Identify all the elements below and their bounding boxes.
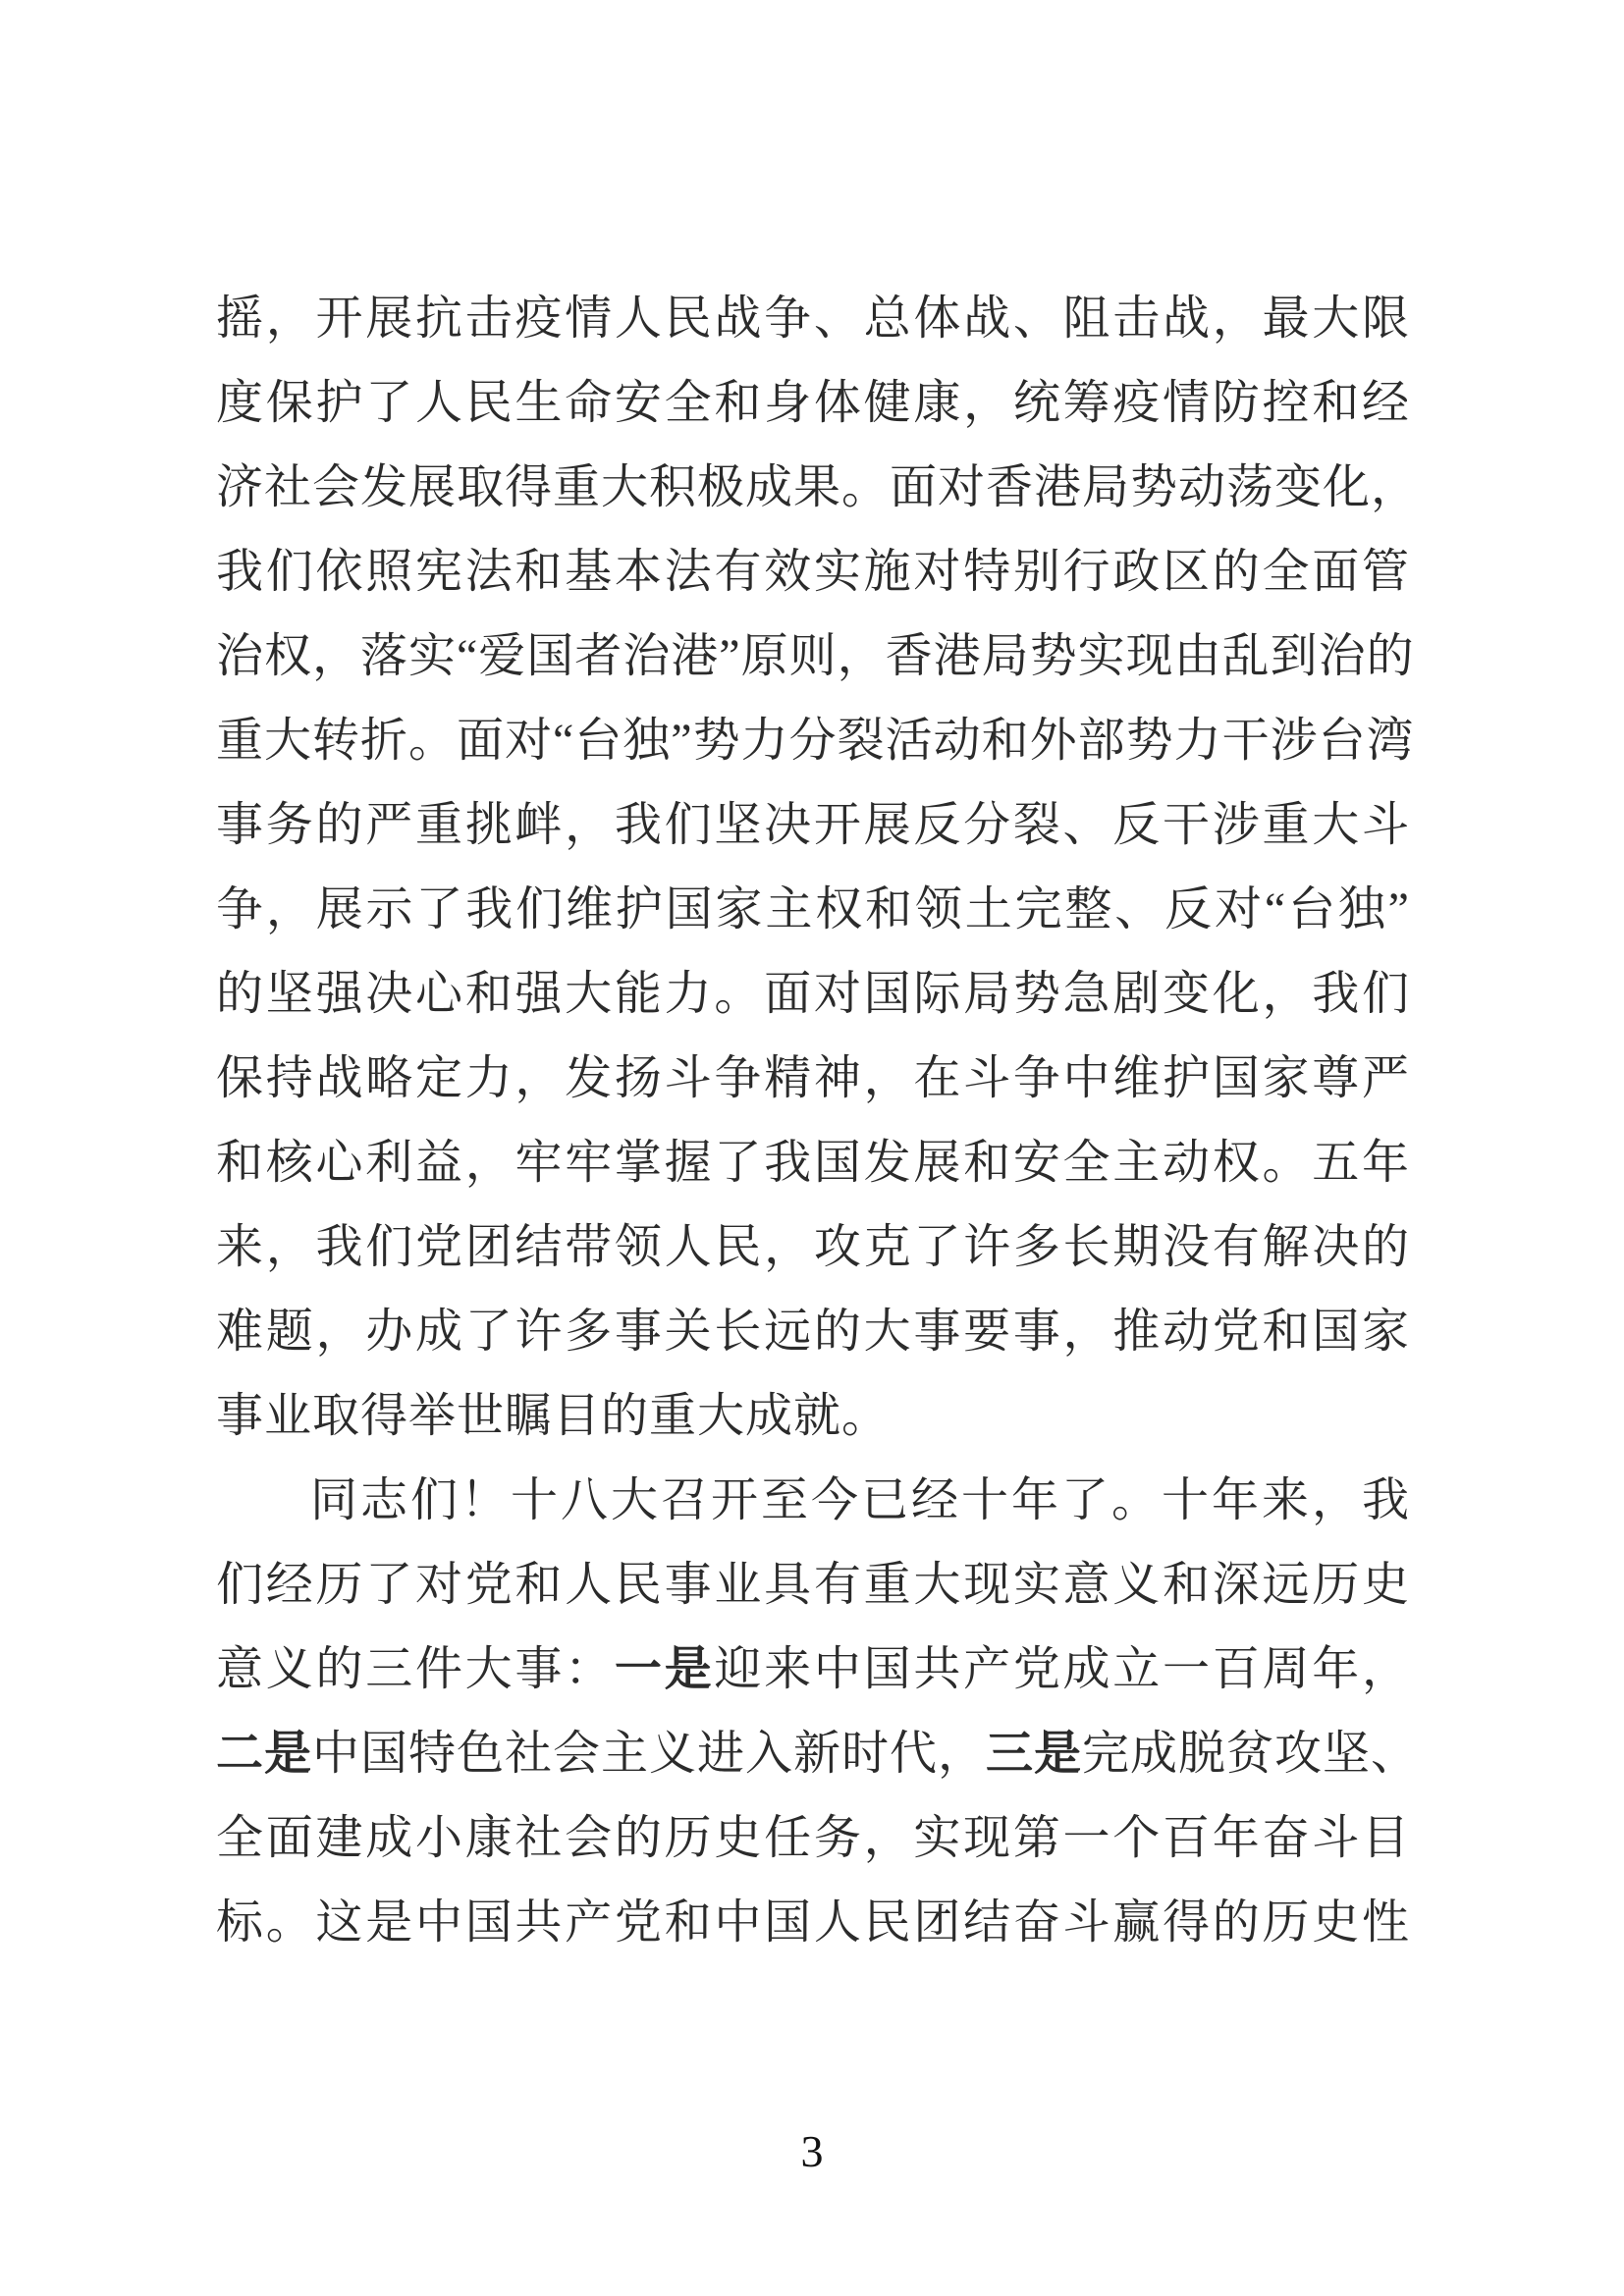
text-line [216,868,1410,952]
text-line [216,530,1410,614]
text-line [216,361,1410,446]
body-text-segment: 济社会发展取得重大积极成果。面对香港局势动荡变化， [216,461,1420,513]
text-line [216,1881,1410,1965]
body-text-segment: 意义的三件大事： [216,1643,615,1695]
text-line [216,783,1410,868]
body-text-segment: 争，展示了我们维护国家主权和领土完整、反对“台独” [216,883,1410,935]
body-text-segment: 的坚强决心和强大能力。面对国际局势急剧变化，我们 [216,968,1410,1020]
text-line [216,952,1410,1037]
text-line [216,1459,1410,1543]
text-line [216,1796,1410,1881]
bold-emphasis-text: 二是 [216,1728,313,1780]
text-line [216,1628,1410,1712]
body-text-segment: 事业取得举世瞩目的重大成就。 [216,1390,891,1442]
text-line [216,699,1415,783]
bold-emphasis-text: 一是 [614,1643,715,1695]
body-text-segment: 同志们！十八大召开至今已经十年了。十年来，我 [310,1474,1410,1526]
text-line [216,1121,1410,1205]
text-line [216,446,1420,530]
page-number: 3 [800,2126,824,2176]
body-text-segment: 度保护了人民生命安全和身体健康，统筹疫情防控和经 [216,377,1410,429]
body-text-segment: 重大转折。面对“台独”势力分裂活动和外部势力干涉台湾 [216,715,1415,767]
text-line [216,614,1415,699]
text-line [216,1037,1410,1121]
text-line [216,277,1410,361]
body-text-segment: 们经历了对党和人民事业具有重大现实意义和深远历史 [216,1559,1410,1611]
body-text-segment: 迎来中国共产党成立一百周年， [714,1643,1410,1695]
body-text-segment: 全面建成小康社会的历史任务，实现第一个百年奋斗目 [216,1812,1410,1864]
body-text-segment: 保持战略定力，发扬斗争精神，在斗争中维护国家尊严 [216,1052,1410,1104]
text-line [216,1712,1420,1796]
body-text-segment: 我们依照宪法和基本法有效实施对特别行政区的全面管 [216,546,1410,598]
body-text-segment: 来，我们党团结带领人民，攻克了许多长期没有解决的 [216,1221,1410,1273]
paragraph-1 [216,277,1420,1459]
text-line [216,1543,1410,1628]
bold-emphasis-text: 三是 [986,1728,1083,1780]
body-text-segment: 和核心利益，牢牢掌握了我国发展和安全主动权。五年 [216,1137,1410,1189]
body-text-segment: 治权，落实“爱国者治港”原则，香港局势实现由乱到治的 [216,630,1415,682]
body-text-segment: 事务的严重挑衅，我们坚决开展反分裂、反干涉重大斗 [216,799,1410,851]
document-body-text [216,277,1420,1965]
text-line [216,1205,1410,1290]
body-text-segment: 难题，办成了许多事关长远的大事要事，推动党和国家 [216,1306,1410,1358]
body-text-segment: 中国特色社会主义进入新时代， [312,1728,987,1780]
page-footer [0,2120,1624,2183]
text-line [216,1290,1410,1374]
body-text-segment: 摇，开展抗击疫情人民战争、总体战、阻击战，最大限 [216,293,1410,345]
text-line [216,1374,1410,1459]
body-text-segment: 标。这是中国共产党和中国人民团结奋斗赢得的历史性 [216,1896,1410,1949]
paragraph-2 [216,1459,1420,1965]
body-text-segment: 完成脱贫攻坚、 [1082,1728,1420,1780]
